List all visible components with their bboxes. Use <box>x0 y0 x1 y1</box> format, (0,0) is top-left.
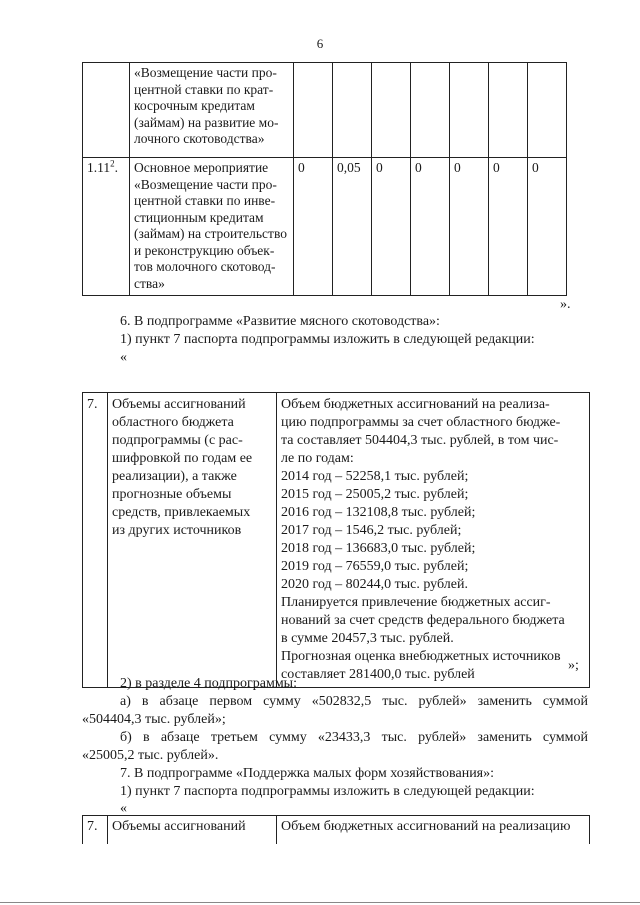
paragraph: 1) пункт 7 паспорта подпрограммы изложить в следующей редакции: <box>120 332 535 347</box>
passport-table <box>82 392 590 688</box>
paragraph: 1) пункт 7 паспорта подпрограммы изложить в следующей редакции: <box>120 784 535 799</box>
table-row <box>83 158 567 296</box>
value-cell <box>294 63 333 158</box>
closing-quote: ». <box>560 297 571 312</box>
value-cell: 0 <box>528 158 567 296</box>
row-number <box>83 63 130 158</box>
paragraph: 6. В подпрограмме «Развитие мясного скотоводства»: <box>120 314 440 329</box>
paragraph: б) в абзаце третьем сумму «23433,3 тыс. рублей» заменить суммой <box>120 730 588 745</box>
activity-name: Основное мероприятие «Возмещение части про- центной ставки по инве- стиционным кредитам (займам) на строительство и реконструкцию объек- тов молочного скотовод- ства» <box>130 158 294 296</box>
paragraph: 2) в разделе 4 подпрограммы: <box>120 676 297 691</box>
paragraph: 7. В подпрограмме «Поддержка малых форм хозяйствования»: <box>120 766 495 781</box>
value-cell: 0,05 <box>333 158 372 296</box>
activities-table <box>82 62 567 296</box>
passport-table-2 <box>82 815 590 844</box>
activity-name: «Возмещение части про- центной ставки по крат- косрочным кредитам (займам) на развитие мо- лочного скотоводства» <box>130 63 294 158</box>
paragraph: «504404,3 тыс. рублей»; <box>82 712 226 727</box>
table-row <box>83 393 590 688</box>
value-cell <box>528 63 567 158</box>
value-cell: 0 <box>372 158 411 296</box>
table-row <box>83 816 590 845</box>
closing-quote: »; <box>568 658 579 673</box>
value-cell <box>411 63 450 158</box>
paragraph: а) в абзаце первом сумму «502832,5 тыс. рублей» заменить суммой <box>120 694 588 709</box>
row-number: 1.11$^2$. <box>83 158 130 296</box>
open-quote: « <box>120 801 127 816</box>
value-cell: 0 <box>450 158 489 296</box>
paragraph: «25005,2 тыс. рублей». <box>82 748 219 763</box>
table-row <box>83 63 567 158</box>
value-cell: 0 <box>411 158 450 296</box>
row-label: Объемы ассигнований <box>108 816 277 845</box>
page-edge <box>0 902 640 903</box>
value-cell: 0 <box>294 158 333 296</box>
row-text: Объем бюджетных ассигнований на реализа- цию подпрограммы за счет областного бюдже- та составляет 504404,3 тыс. рублей, в том чис- ле по годам: 2014 год – 52258,1 тыс. рублей; 2015 год – 25005,2 тыс. рублей; 2016 год – 132108,8 тыс. рублей; 2017 год – 1546,2 тыс. рублей; 2018 год – 136683,0 тыс. рублей; 2019 год – 76559,0 тыс. рублей; 2020 год – 80244,0 тыс. рублей. Планируется привлечение бюджетных ассиг- нований за счет средств федерального бюджета в сумме 20457,3 тыс. рублей. Прогнозная оценка внебюджетных источников составляет 281400,0 тыс. рублей <box>277 393 590 688</box>
row-label: Объемы ассигнований областного бюджета подпрограммы (с рас- шифровкой по годам ее реализации), а также прогнозные объемы средств, привлекаемых из других источников <box>108 393 277 688</box>
value-cell <box>450 63 489 158</box>
row-number: 7. <box>83 816 108 845</box>
page-number: 6 <box>316 36 324 51</box>
value-cell <box>372 63 411 158</box>
value-cell: 0 <box>489 158 528 296</box>
value-cell <box>489 63 528 158</box>
value-cell <box>333 63 372 158</box>
row-text: Объем бюджетных ассигнований на реализацию <box>277 816 590 845</box>
open-quote: « <box>120 350 127 365</box>
row-number: 7. <box>83 393 108 688</box>
